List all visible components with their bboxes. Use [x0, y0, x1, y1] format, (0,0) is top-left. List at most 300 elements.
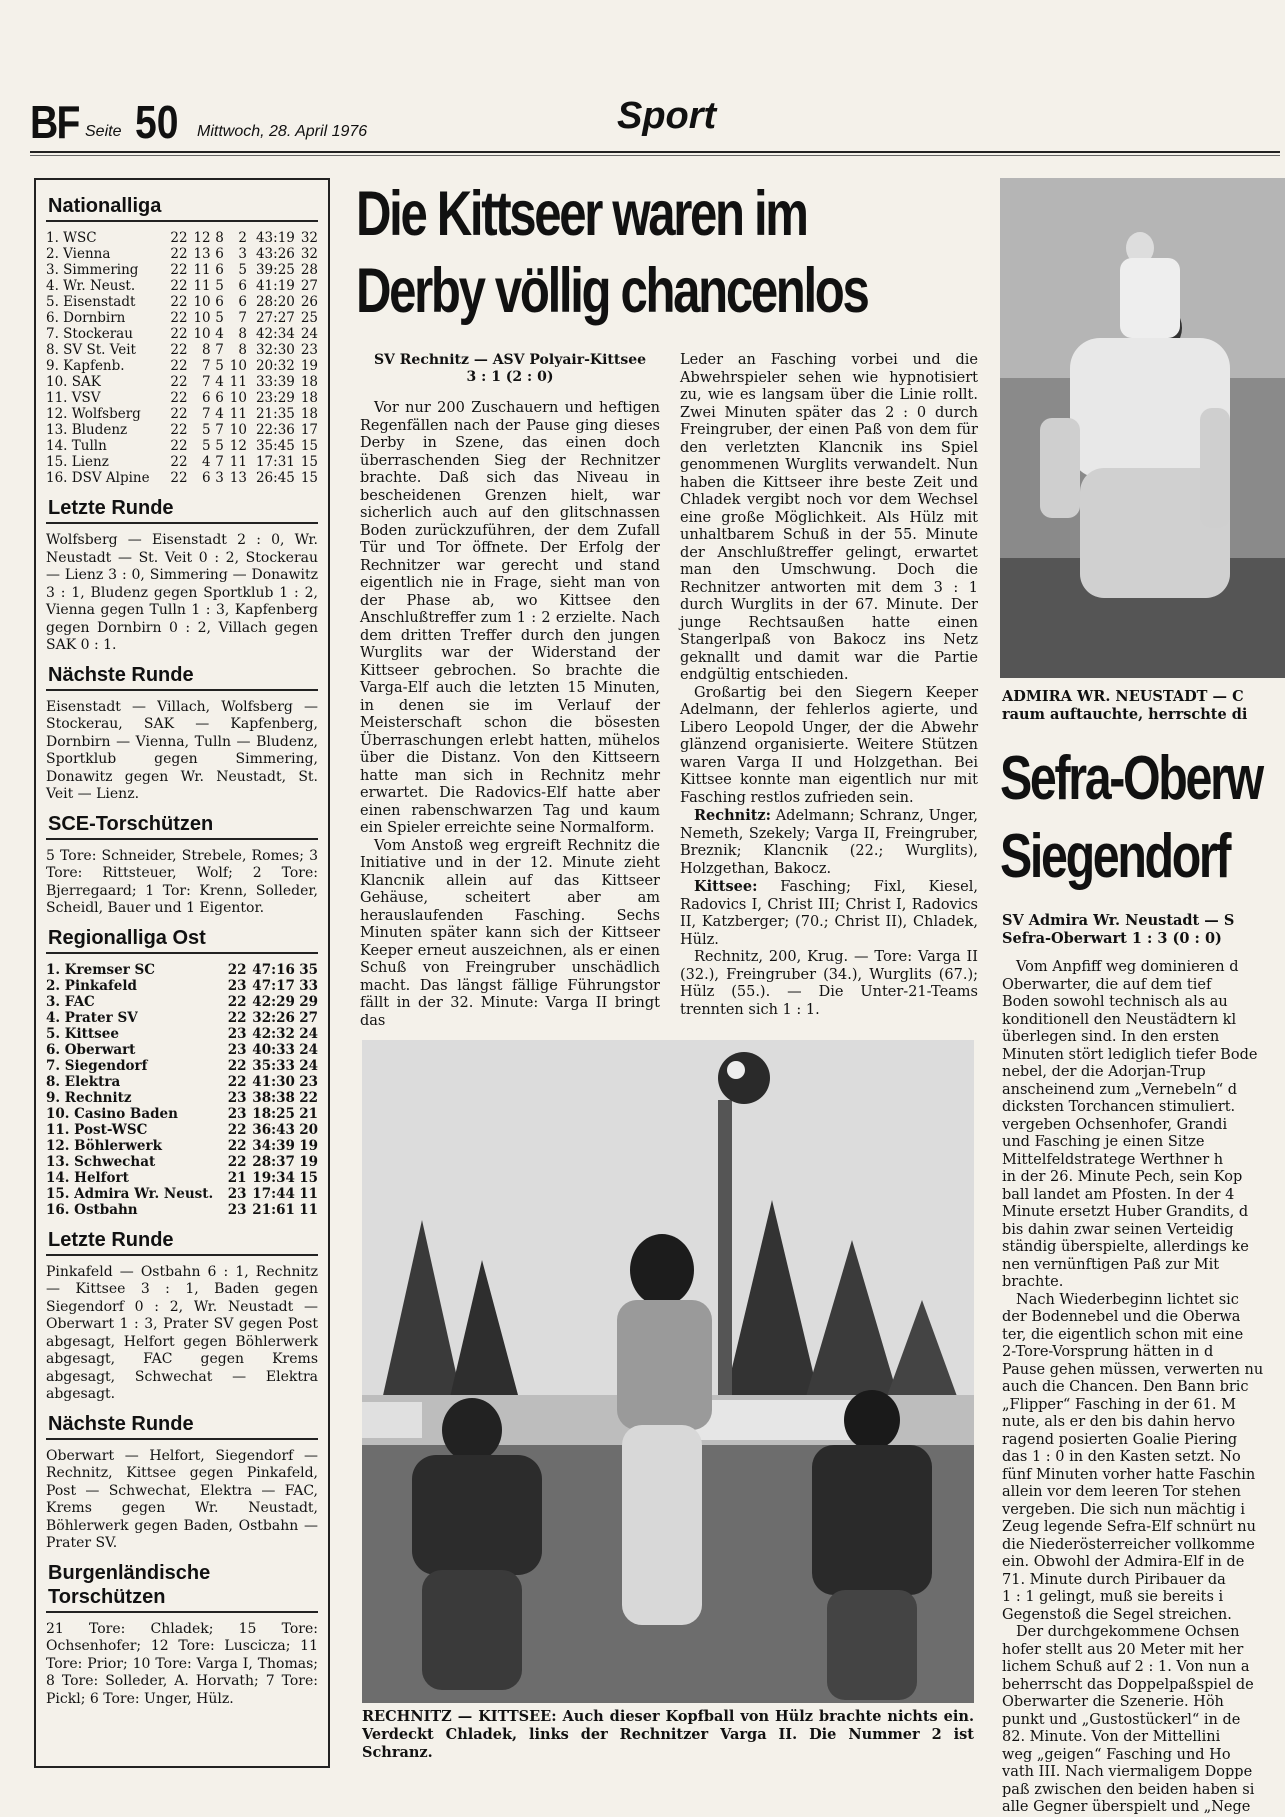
- standings-value: 13: [229, 470, 247, 486]
- standings-row: [46, 342, 318, 358]
- text-line: vath III. Nach viermaligem Doppe: [1002, 1764, 1253, 1780]
- text-line: anscheinend zum „Vernebeln“ d: [1002, 1081, 1238, 1098]
- nationalliga-table: [46, 230, 318, 486]
- standings-row: [46, 438, 318, 454]
- standings-row: [46, 1074, 318, 1090]
- standings-row: [46, 1058, 318, 1074]
- section-title: Sport: [617, 95, 717, 137]
- standings-value: 27: [300, 278, 318, 294]
- standings-row: [46, 406, 318, 422]
- text-line: hofer stellt aus 20 Meter mit her: [1002, 1641, 1244, 1658]
- standings-value: 4: [202, 454, 211, 470]
- standings-value: 6: [215, 390, 224, 406]
- naechste-runde-heading: Nächste Runde: [48, 663, 194, 686]
- main-headline: [356, 176, 996, 330]
- text-line: 71. Minute durch Piribauer da: [1002, 1571, 1226, 1588]
- standings-value: 19:34: [252, 1169, 295, 1186]
- standings-value: 6: [238, 294, 247, 310]
- standings-value: 5: [215, 438, 224, 454]
- standings-row: [46, 1122, 318, 1138]
- team-name: 13. Bludenz: [46, 422, 128, 438]
- team-name: 8. Elektra: [46, 1073, 121, 1090]
- standings-value: 22: [170, 390, 188, 406]
- article-column-1: [360, 352, 660, 1040]
- standings-value: 11: [299, 1185, 318, 1202]
- standings-row: [46, 422, 318, 438]
- section-rule: [46, 689, 318, 691]
- article-paragraph: Vor nur 200 Zuschauern und heftigen Regenfällen nach der Pause ging dieses Derby in Szene, das einen doch überraschenden Sieg der Rechnitzer brachte. Daß sich das Niveau in bescheidenen Grenzen hielt, war sicherlich auch auf den glitschnassen Boden zurückzuführen, der dem Zufall Tür und Tor öffnete. Der Erfolg der Rechnitzer war gerecht und stand eigentlich nie in Frage, sieht man von der Phase ab, wo Kittsee den Anschlußtreffer zum 1 : 2 erzielte. Nach dem dritten Treffer durch den jungen Wurglits war der Widerstand der Kittseer gebrochen. So brachte die Varga-Elf auch die letzten 15 Minuten, in denen sie im Verlauf der Meisterschaft schon die bösesten Überraschungen erlebt hatten, mühelos über die Distanz. Von den Kittseern hatte man sich in Rechnitz mehr erwartet. Die Radovics-Elf hatte aber einen rabenschwarzen Tag und kaum ein Spieler erreichte seine Normalform.: [360, 400, 660, 836]
- standings-value: 28: [300, 262, 318, 278]
- main-headline-line-2: Derby völlig chancenlos: [356, 256, 868, 326]
- standings-value: 43:26: [255, 246, 295, 262]
- standings-value: 11: [229, 406, 247, 422]
- section-rule: [46, 1254, 318, 1256]
- standings-value: 22: [170, 374, 188, 390]
- team-name: 8. SV St. Veit: [46, 342, 136, 358]
- standings-value: 32: [300, 246, 318, 262]
- section-rule: [46, 952, 318, 954]
- standings-value: 6: [215, 246, 224, 262]
- team-name: 13. Schwechat: [46, 1153, 156, 1170]
- standings-value: 39:25: [255, 262, 295, 278]
- standings-value: 20: [299, 1121, 318, 1138]
- text-line: Minuten stört lediglich tiefer Bode: [1002, 1046, 1258, 1063]
- standings-value: 42:32: [252, 1025, 295, 1042]
- standings-value: 47:16: [252, 961, 295, 978]
- section-rule: [46, 220, 318, 222]
- admira-caption-line-1: ADMIRA WR. NEUSTADT — C: [1002, 688, 1244, 705]
- text-line: lichem Schuß auf 2 : 1. Von nun a: [1002, 1659, 1250, 1675]
- team-name: 10. Casino Baden: [46, 1105, 178, 1122]
- standings-value: 6: [215, 294, 224, 310]
- naechste-runde-fixtures: Eisenstadt — Villach, Wolfsberg — Stockerau, SAK — Kapfenberg, Dornbirn — Vienna, Tulln — Bludenz, Sportklub gegen Simmering, Donawitz gegen Wr. Neustadt, St. Veit — Lienz.: [46, 698, 318, 802]
- text-line: Pause gehen müssen, verwerten nu: [1002, 1361, 1264, 1378]
- text-line: Boden sowohl technisch als au: [1002, 994, 1228, 1010]
- standings-value: 13: [193, 246, 211, 262]
- team-name: 16. Ostbahn: [46, 1201, 138, 1218]
- standings-value: 23: [227, 1201, 247, 1218]
- text-line: fünf Minuten vorher hatte Faschin: [1002, 1466, 1256, 1483]
- right-subhead-line-1: SV Admira Wr. Neustadt — S: [1002, 912, 1235, 929]
- standings-value: 8: [202, 342, 211, 358]
- team-name: 14. Helfort: [46, 1169, 129, 1186]
- admira-photo-graphic: [1000, 178, 1285, 678]
- standings-value: 47:17: [252, 977, 295, 994]
- standings-value: 5: [238, 262, 247, 278]
- text-line: bis dahin zwar seinen Verteidig: [1002, 1221, 1234, 1238]
- standings-value: 8: [238, 342, 247, 358]
- standings-row: [46, 1154, 318, 1170]
- text-line: vergeben Ochsenhofer, Grandi: [1002, 1116, 1228, 1133]
- standings-value: 22: [170, 230, 188, 246]
- standings-value: 22: [227, 1009, 247, 1026]
- standings-row: [46, 1138, 318, 1154]
- text-line: ständig überspielte, allerdings ke: [1002, 1239, 1249, 1255]
- text-line: Minute ersetzt Huber Grandits, d: [1002, 1204, 1249, 1220]
- standings-value: 5: [202, 438, 211, 454]
- letzte-runde-results-2: Pinkafeld — Ostbahn 6 : 1, Rechnitz — Kittsee 3 : 1, Baden gegen Siegendorf 0 : 2, Wr. Neustadt — Oberwart 1 : 3, Prater SV gegen Post abgesagt, Helfort gegen Böhlerwerk abgesagt, FAC gegen Krems abgesagt, Schwechat — Elektra abgesagt.: [46, 1263, 318, 1402]
- standings-row: [46, 1010, 318, 1026]
- match-photo: [362, 1040, 974, 1703]
- nationalliga-heading: Nationalliga: [48, 195, 162, 217]
- regionalliga-table: [46, 962, 318, 1218]
- standings-value: 22: [170, 262, 188, 278]
- standings-value: 10: [193, 326, 211, 342]
- letzte-runde-heading-2: Letzte Runde: [48, 1228, 174, 1251]
- text-line: der Bodennebel und die Oberwa: [1002, 1309, 1241, 1325]
- regionalliga-heading: Regionalliga Ost: [48, 926, 206, 949]
- text-line: in der 26. Minute Pech, sein Kop: [1002, 1169, 1243, 1185]
- standings-value: 21:35: [255, 406, 295, 422]
- team-name: 6. Oberwart: [46, 1041, 136, 1058]
- standings-value: 11: [299, 1201, 318, 1218]
- text-line: nen vernünftigen Paß zur Mit: [1002, 1256, 1220, 1273]
- text-line: Vom Anpfiff weg dominieren d: [1016, 959, 1239, 975]
- text-line: dicksten Torchancen stimuliert.: [1002, 1099, 1236, 1115]
- standings-value: 24: [300, 326, 318, 342]
- standings-value: 33:39: [255, 374, 295, 390]
- admira-photo-caption: [1002, 688, 1285, 724]
- standings-value: 17:31: [255, 454, 295, 470]
- naechste-runde-fixtures-2: Oberwart — Helfort, Siegendorf — Rechnitz, Kittsee gegen Pinkafeld, Post — Schwechat, Elektra — FAC, Krems gegen Wr. Neustadt, Böhlerwerk gegen Baden, Ostbahn — Prater SV.: [46, 1447, 318, 1551]
- standings-value: 22: [170, 246, 188, 262]
- text-line: allein vor dem leeren Tor stehen: [1002, 1484, 1241, 1500]
- team-name: 3. FAC: [46, 993, 95, 1010]
- text-line: 2-Tore-Vorsprung hätten in d: [1002, 1344, 1214, 1360]
- standings-value: 42:34: [255, 326, 295, 342]
- team-name: 5. Kittsee: [46, 1025, 119, 1042]
- standings-row: [46, 1186, 318, 1202]
- standings-value: 23: [227, 977, 247, 994]
- standings-value: 11: [193, 278, 211, 294]
- standings-value: 22: [170, 310, 188, 326]
- standings-value: 10: [193, 310, 211, 326]
- text-line: und Fasching je einen Sitze: [1002, 1134, 1205, 1150]
- standings-value: 6: [202, 470, 211, 486]
- standings-value: 3: [215, 470, 224, 486]
- letzte-runde-heading: Letzte Runde: [48, 497, 174, 519]
- standings-row: [46, 962, 318, 978]
- standings-value: 10: [229, 390, 247, 406]
- standings-value: 22: [170, 422, 188, 438]
- standings-value: 17:44: [252, 1185, 295, 1202]
- standings-value: 23: [227, 1185, 247, 1202]
- team-name: 15. Admira Wr. Neust.: [46, 1185, 214, 1202]
- standings-value: 19: [299, 1153, 318, 1170]
- standings-value: 22: [227, 1137, 247, 1154]
- standings-value: 22: [227, 1153, 247, 1170]
- standings-value: 6: [202, 390, 211, 406]
- bgld-torschuetzen-heading-2: Torschützen: [48, 1585, 166, 1608]
- standings-value: 40:33: [252, 1041, 295, 1058]
- lineup-rechnitz: [680, 807, 978, 878]
- standings-value: 10: [229, 422, 247, 438]
- standings-value: 15: [300, 454, 318, 470]
- standings-value: 43:19: [255, 230, 295, 246]
- standings-row: [46, 1090, 318, 1106]
- right-headline-line-2: Siegendorf: [1000, 822, 1230, 891]
- standings-value: 5: [202, 422, 211, 438]
- standings-row: [46, 246, 318, 262]
- standings-row: [46, 326, 318, 342]
- article-paragraph: Vom Anstoß weg ergreift Rechnitz die Initiative und in der 12. Minute zieht Klancnik allein auf das Kittseer Gehäuse, scheitert aber am herauslaufenden Fasching. Sechs Minuten später kann sich der Kittseer Keeper erneut auszeichnen, als er einen Schuß von Freingruber unschädlich macht. Das längst fällige Führungstor fällt in der 32. Minute: Varga II bringt das: [360, 837, 660, 1029]
- standings-value: 23: [227, 1105, 247, 1122]
- standings-value: 15: [300, 438, 318, 454]
- page-number: 50: [135, 96, 179, 148]
- bgld-torschuetzen-list: 21 Tore: Chladek; 15 Tore: Ochsenhofer; 12 Tore: Luscicza; 11 Tore: Prior; 10 Tore: Varga I, Thomas; 8 Tore: Solleder, A. Horvath; 7 Tore: Pickl; 6 Tore: Unger, Hülz.: [46, 1620, 318, 1707]
- lineup-players: Fasching; Fixl, Kiesel, Radovics I, Christ III; Christ I, Radovics II, Katzberger; (70.; Christ II), Chladek, Hülz.: [680, 879, 978, 948]
- standings-value: 35:45: [255, 438, 295, 454]
- text-line: die Niederösterreicher vollkomme: [1002, 1536, 1255, 1553]
- text-line: 1 : 1 gelingt, muß sie bereits i: [1002, 1589, 1224, 1605]
- standings-value: 23: [299, 1073, 318, 1090]
- right-headline: [1000, 740, 1262, 896]
- standings-row: [46, 994, 318, 1010]
- standings-value: 7: [215, 342, 224, 358]
- standings-value: 36:43: [252, 1121, 295, 1138]
- right-subhead: [1002, 912, 1285, 947]
- text-line: Zeug legende Sefra-Elf schnürt nu: [1002, 1519, 1256, 1535]
- letzte-runde-results: Wolfsberg — Eisenstadt 2 : 0, Wr. Neustadt — St. Veit 0 : 2, Stockerau — Lienz 3 : 0, Simmering — Donawitz 3 : 1, Bludenz gegen Sportklub 1 : 2, Vienna gegen Tulln 1 : 3, Kapfenberg gegen Dornbirn 0 : 2, Villach gegen SAK 0 : 1.: [46, 532, 318, 653]
- standings-row: [46, 310, 318, 326]
- text-line: weg „geigen“ Fasching und Ho: [1002, 1746, 1231, 1763]
- standings-value: 22: [170, 278, 188, 294]
- team-name: 11. Post-WSC: [46, 1121, 148, 1138]
- standings-value: 41:30: [252, 1073, 295, 1090]
- standings-value: 24: [299, 1025, 318, 1042]
- bgld-torschuetzen-heading-1: Burgenländische: [48, 1561, 211, 1584]
- standings-value: 2: [238, 230, 247, 246]
- text-line: nebel, der die Adorjan-Trup: [1002, 1064, 1206, 1080]
- standings-value: 42:29: [252, 993, 295, 1010]
- admira-caption-line-2: raum auftauchte, herrschte di: [1002, 706, 1248, 723]
- team-name: 9. Rechnitz: [46, 1089, 132, 1106]
- team-name: 7. Stockerau: [46, 326, 133, 342]
- team-name: 6. Dornbirn: [46, 310, 126, 326]
- text-line: Oberwarter, die auf dem tief: [1002, 976, 1212, 993]
- standings-value: 22: [227, 961, 247, 978]
- standings-value: 5: [215, 310, 224, 326]
- team-name: 4. Wr. Neust.: [46, 278, 136, 294]
- standings-value: 17: [300, 422, 318, 438]
- text-line: brachte.: [1002, 1274, 1064, 1290]
- team-name: 16. DSV Alpine: [46, 470, 150, 486]
- text-line: ragend posierten Goalie Piering: [1002, 1431, 1238, 1448]
- masthead: [30, 95, 1280, 150]
- standings-value: 22: [227, 1073, 247, 1090]
- standings-value: 21: [227, 1169, 247, 1186]
- masthead-logo: BF: [30, 96, 79, 148]
- standings-value: 18: [300, 374, 318, 390]
- text-line: auch die Chancen. Den Bann bric: [1002, 1379, 1249, 1395]
- sce-torschuetzen-list: 5 Tore: Schneider, Strebele, Romes; 3 Tore: Rittsteuer, Wolf; 2 Tore: Bjerregaard; 1 Tor: Krenn, Solleder, Scheidl, Bauer und 1 Eigentor.: [46, 847, 318, 916]
- text-line: Oberwarter die Szenerie. Höh: [1002, 1694, 1224, 1710]
- standings-value: 7: [202, 406, 211, 422]
- standings-value: 11: [229, 374, 247, 390]
- text-line: alle Gegner überspielt und „Nege: [1002, 1799, 1251, 1815]
- article-column-2: [680, 352, 978, 1042]
- lineup-kittsee: [680, 878, 978, 949]
- standings-value: 22: [227, 993, 247, 1010]
- standings-value: 23: [300, 342, 318, 358]
- standings-value: 19: [299, 1137, 318, 1154]
- team-name: 10. SAK: [46, 374, 101, 390]
- team-name: 11. VSV: [46, 390, 101, 406]
- standings-value: 4: [215, 374, 224, 390]
- masthead-rule-thin: [30, 155, 1280, 156]
- standings-value: 27:27: [255, 310, 295, 326]
- text-line: Gegenstoß die Segel streichen.: [1002, 1606, 1232, 1623]
- naechste-runde-heading-2: Nächste Runde: [48, 1412, 194, 1435]
- section-rule: [46, 1611, 318, 1613]
- text-line: 82. Minute. Von der Mittellini: [1002, 1729, 1221, 1745]
- standings-row: [46, 1042, 318, 1058]
- team-name: 14. Tulln: [46, 438, 107, 454]
- standings-value: 7: [238, 310, 247, 326]
- standings-value: 7: [202, 374, 211, 390]
- text-line: überlegen sind. In den ersten: [1002, 1029, 1220, 1045]
- right-headline-line-1: Sefra-Oberw: [1000, 744, 1262, 813]
- standings-value: 32: [300, 230, 318, 246]
- standings-value: 27: [299, 1009, 318, 1026]
- standings-value: 24: [299, 1057, 318, 1074]
- standings-value: 22: [299, 1089, 318, 1106]
- text-line: konditionell den Neustädtern kl: [1002, 1011, 1237, 1028]
- text-line: das 1 : 0 in den Kasten setzt. No: [1002, 1449, 1241, 1465]
- standings-value: 21:61: [252, 1201, 295, 1218]
- standings-row: [46, 1106, 318, 1122]
- standings-value: 7: [215, 422, 224, 438]
- standings-row: [46, 294, 318, 310]
- right-article-text: [1002, 959, 1285, 1817]
- masthead-seite-label: Seite: [85, 123, 122, 140]
- team-name: 2. Pinkafeld: [46, 977, 137, 994]
- team-name: 1. WSC: [46, 230, 97, 246]
- text-line: ein. Obwohl der Admira-Elf in de: [1002, 1554, 1245, 1570]
- standings-value: 33: [299, 977, 318, 994]
- text-line: punkt und „Gustostückerl“ in de: [1002, 1711, 1241, 1728]
- team-name: 7. Siegendorf: [46, 1057, 148, 1074]
- standings-row: [46, 1026, 318, 1042]
- standings-row: [46, 470, 318, 486]
- standings-value: 22: [170, 438, 188, 454]
- standings-value: 35: [299, 961, 318, 978]
- standings-value: 10: [229, 358, 247, 374]
- standings-row: [46, 1202, 318, 1218]
- team-name: 1. Kremser SC: [46, 961, 156, 978]
- standings-value: 34:39: [252, 1137, 295, 1154]
- text-line: ball landet am Pfosten. In der 4: [1002, 1186, 1235, 1203]
- match-teams: SV Rechnitz — ASV Polyair-Kittsee: [373, 352, 647, 368]
- team-name: 12. Wolfsberg: [46, 406, 141, 422]
- standings-row: [46, 230, 318, 246]
- standings-value: 15: [299, 1169, 318, 1186]
- standings-value: 4: [215, 406, 224, 422]
- match-subhead: [360, 352, 660, 386]
- standings-value: 22: [170, 358, 188, 374]
- standings-row: [46, 278, 318, 294]
- standings-value: 22: [227, 1057, 247, 1074]
- team-name: 5. Eisenstadt: [46, 294, 136, 310]
- standings-value: 32:30: [255, 342, 295, 358]
- text-line: ter, die eigentlich schon mit eine: [1002, 1326, 1244, 1343]
- standings-value: 4: [215, 326, 224, 342]
- standings-sidebar: [34, 178, 330, 1768]
- standings-value: 26: [300, 294, 318, 310]
- standings-value: 25: [300, 310, 318, 326]
- standings-value: 21: [299, 1105, 318, 1122]
- match-score: 3 : 1 (2 : 0): [466, 369, 554, 385]
- right-subhead-line-2: Sefra-Oberwart 1 : 3 (0 : 0): [1002, 929, 1222, 947]
- standings-value: 28:37: [252, 1153, 295, 1170]
- standings-value: 35:33: [252, 1057, 295, 1074]
- section-rule: [46, 522, 318, 524]
- lineup-label: Rechnitz:: [694, 807, 771, 824]
- standings-value: 5: [215, 358, 224, 374]
- text-line: beherrscht das Doppelpaßspiel de: [1002, 1676, 1254, 1693]
- team-name: 15. Lienz: [46, 454, 109, 470]
- standings-value: 22: [170, 326, 188, 342]
- section-rule: [46, 1438, 318, 1440]
- article-paragraph: Großartig bei den Siegern Keeper Adelmann, der fehlerlos agierte, und Libero Leopold Unger, der die Abwehr glänzend organisierte. Weitere Stützen waren Varga II und Holzgethan. Bei Kittsee konnte man eigentlich nur mit Fasching restlos zufrieden sein.: [680, 684, 978, 806]
- standings-value: 5: [215, 278, 224, 294]
- standings-value: 18:25: [252, 1105, 295, 1122]
- team-name: 3. Simmering: [46, 262, 139, 278]
- team-name: 2. Vienna: [46, 246, 111, 262]
- standings-value: 12: [229, 438, 247, 454]
- admira-photo: [1000, 178, 1285, 678]
- standings-value: 22:36: [255, 422, 295, 438]
- standings-value: 24: [299, 1041, 318, 1058]
- lineup-players: Adelmann; Schranz, Unger, Nemeth, Szekely; Varga II, Freingruber, Breznik; Klancnik (22.; Wurglits), Holzgethan, Bakocz.: [680, 808, 978, 877]
- standings-value: 23: [227, 1089, 247, 1106]
- standings-value: 15: [300, 470, 318, 486]
- text-line: Der durchgekommene Ochsen: [1016, 1624, 1240, 1640]
- standings-value: 22: [170, 406, 188, 422]
- standings-value: 41:19: [255, 278, 295, 294]
- standings-value: 22: [170, 470, 188, 486]
- standings-value: 22: [170, 342, 188, 358]
- text-line: nute, als er den bis dahin hervo: [1002, 1414, 1236, 1430]
- standings-value: 23: [227, 1041, 247, 1058]
- text-line: vergeben. Die sich nun mächtig i: [1002, 1501, 1246, 1518]
- standings-value: 6: [215, 262, 224, 278]
- standings-row: [46, 454, 318, 470]
- issue-date: Mittwoch, 28. April 1976: [197, 123, 368, 140]
- text-line: „Flipper“ Fasching in der 61. M: [1002, 1396, 1236, 1413]
- standings-value: 11: [229, 454, 247, 470]
- standings-value: 23: [227, 1025, 247, 1042]
- standings-value: 10: [193, 294, 211, 310]
- lineup-label: Kittsee:: [694, 878, 758, 895]
- article-paragraph: Leder an Fasching vorbei und die Abwehrspieler sehen wie hypnotisiert zu, wie es langsam über die Linie rollt. Zwei Minuten später das 2 : 0 durch Freingruber, der einen Paß von dem für den verletzten Klancnik ins Spiel genommenen Wurglits verwandelt. Nun haben die Kittseer ihre beste Zeit und Chladek vergibt noch vor dem Wechsel eine große Möglichkeit. Als Hülz mit unhaltbarem Schuß in der 55. Minute der Anschlußtreffer gelingt, erwartet man den Umschwung. Doch die Rechnitzer antworten mit dem 3 : 1 durch Wurglits in der 67. Minute. Der junge Rechtsaußen hatte einen Stangerlpaß von Bakocz ins Netz geknallt und damit war die Partie endgültig entschieden.: [680, 352, 978, 683]
- standings-value: 12: [193, 230, 211, 246]
- standings-row: [46, 374, 318, 390]
- standings-value: 38:38: [252, 1089, 295, 1106]
- standings-row: [46, 358, 318, 374]
- team-name: 12. Böhlerwerk: [46, 1137, 162, 1154]
- standings-value: 32:26: [252, 1009, 295, 1026]
- masthead-rule: [30, 151, 1280, 153]
- text-line: paß zwischen den beiden haben si: [1002, 1781, 1255, 1798]
- standings-value: 3: [238, 246, 247, 262]
- match-photo-caption: RECHNITZ — KITTSEE: Auch dieser Kopfball von Hülz brachte nichts ein. Verdeckt Chladek, links der Rechnitzer Varga II. Die Nummer 2 ist Schranz.: [362, 1708, 974, 1761]
- team-name: 9. Kapfenb.: [46, 358, 125, 374]
- standings-value: 26:45: [255, 470, 295, 486]
- standings-value: 7: [215, 454, 224, 470]
- standings-value: 22: [227, 1121, 247, 1138]
- standings-value: 18: [300, 390, 318, 406]
